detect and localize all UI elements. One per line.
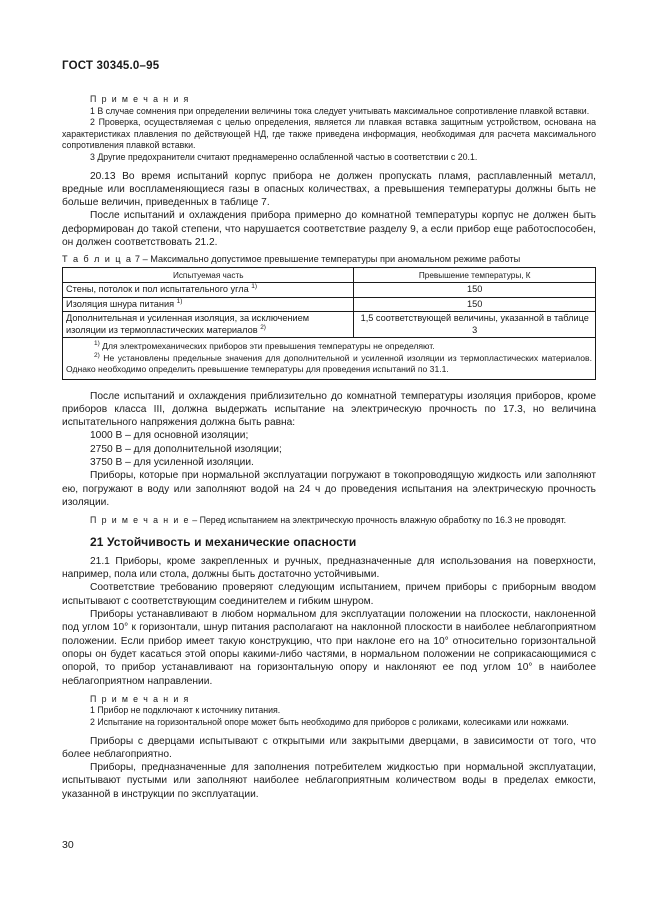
notes-block-1 [62, 94, 596, 164]
table-7 [62, 267, 596, 379]
table-cell: Изоляция шнура питания $^{1)}$ [63, 297, 354, 312]
note-label: П р и м е ч а н и е [90, 515, 190, 526]
section-21-tail [62, 735, 596, 801]
voltage-item: 1000 В – для основной изоляции; [90, 430, 249, 442]
notes-block-3 [62, 694, 596, 729]
page-content [62, 94, 596, 801]
note-item: 3 Другие предохранители считают преднамеренно ослабленной частью в соответствии с 20.1. [90, 151, 478, 162]
table-cell: 1,5 соответствующей величины, указанной в таблице 3 [354, 312, 596, 338]
table-row [63, 297, 596, 312]
notes-label: П р и м е ч а н и я [90, 693, 190, 704]
table-row [63, 312, 596, 338]
paragraph: После испытаний и охлаждения приблизительно до комнатной температуры изоляция приборов, кроме приборов класса III, должна выдержать испытание на электрическую прочность по 17.3, но величина испытательного напряжения должна быть равна: [62, 390, 596, 429]
table-footnote: $^{2)}$ Не установлены предельные значения для дополнительной и усиленной изоляции из термопластических материалов. Однако необходимо определить превышение температуры для проведения испытаний по 31.1. [66, 351, 592, 375]
paragraph: Соответствие требованию проверяют следующим испытанием, причем приборы с приборным вводом испытывают с соответствующим соединителем и гибким шнуром. [62, 582, 596, 607]
page-number: 30 [62, 839, 74, 851]
table-cell: Стены, потолок и пол испытательного угла $^{1)}$ [63, 283, 354, 298]
table-caption: Т а б л и ц а 7 – Максимально допустимое превышение температуры при аномальном режиме работы [62, 254, 521, 265]
table-cell: 150 [354, 283, 596, 298]
table-footnotes [63, 338, 596, 379]
column-header: Превышение температуры, К [354, 268, 596, 283]
paragraph: Приборы устанавливают в любом нормальном для эксплуатации положении на плоскости, наклоненной под углом 10° к горизонтали, шнур питания располагают на наклонной плоскости в наиболее неблагоприятном положении. Если прибор имеет такую конструкцию, что при наклоне его на 10° относительно горизонтальной опоры он будет касаться этой опоры какими-либо частями, в нормальном положении не соприкасающимися с опорой, то прибор устанавливают на горизонтальную опору и наклоняют ее под углом 10° в наиболее неблагоприятном направлении. [62, 609, 596, 687]
post-test-insulation [62, 390, 596, 510]
paragraph: Приборы, которые при нормальной эксплуатации погружают в токопроводящую жидкость или заполняют ею, погружают в воду или заполняют водой на 24 ч до проведения испытания на электрическую прочность изоляции. [62, 470, 596, 508]
table-footnote: $^{1)}$ Для электромеханических приборов эти превышения температуры не определяют. [94, 340, 435, 352]
table-cell: 150 [354, 297, 596, 312]
note-item: 2 Испытание на горизонтальной опоре может быть необходимо для приборов с роликами, колесиками или ножками. [90, 716, 569, 727]
table-footnotes-row [63, 338, 596, 379]
section-21-title: 21 Устойчивость и механические опасности [90, 534, 357, 549]
voltage-item: 3750 В – для усиленной изоляции. [90, 457, 254, 469]
note-block-2 [62, 515, 596, 527]
column-header: Испытуемая часть [63, 268, 354, 283]
voltage-item: 2750 В – для дополнительной изоляции; [90, 443, 282, 455]
note-item: 1 В случае сомнения при определении величины тока следует учитывать максимальное сопротивление плавкой вставки. [90, 105, 590, 116]
paragraph: Приборы с дверцами испытывают с открытыми или закрытыми дверцами, в зависимости от того, что более неблагоприятно. [62, 735, 596, 760]
paragraph: После испытаний и охлаждения прибора примерно до комнатной температуры корпус не должен быть деформирован до такой степени, что нарушается соответствие разделу 9, а если прибор еще работоспособен, он должен соответствовать 21.2. [62, 210, 596, 249]
note-item: 2 Проверка, осуществляемая с целью определения, является ли плавкая вставка защитным устройством, основана на характеристиках плавления по действующей НД, где также приведена информация, необходимая для расчета максимального сопротивления плавкой вставки. [62, 117, 596, 151]
note-item: 1 Прибор не подключают к источнику питания. [90, 705, 281, 716]
paragraph: 21.1 Приборы, кроме закрепленных и ручных, предназначенные для использования на поверхности, например, пола или стола, должны быть достаточно устойчивыми. [62, 555, 596, 581]
section-21-body [62, 555, 596, 688]
table-cell: Дополнительная и усиленная изоляция, за исключением изоляции из термопластических материалов $^{2)}$ [63, 312, 354, 338]
note-text: – Перед испытанием на электрическую прочность влажную обработку по 16.3 не проводят. [189, 515, 567, 526]
clause-20-13 [62, 170, 596, 250]
notes-label: П р и м е ч а н и я [90, 94, 190, 104]
paragraph: Приборы, предназначенные для заполнения потребителем жидкостью при нормальной эксплуатации, испытывают пустыми или заполняют наиболее неблагоприятным количеством воды в пределах емкости, указанной в инструкции по эксплуатации. [62, 762, 596, 800]
document-header: ГОСТ 30345.0–95 [62, 60, 160, 72]
table-row [63, 283, 596, 298]
table-header-row [63, 268, 596, 283]
paragraph: 20.13 Во время испытаний корпус прибора не должен пропускать пламя, расплавленный металл, вредные или воспламеняющиеся газы в опасных количествах, а превышения температуры должны быть не больше величин, приведенных в таблице 7. [62, 170, 596, 209]
